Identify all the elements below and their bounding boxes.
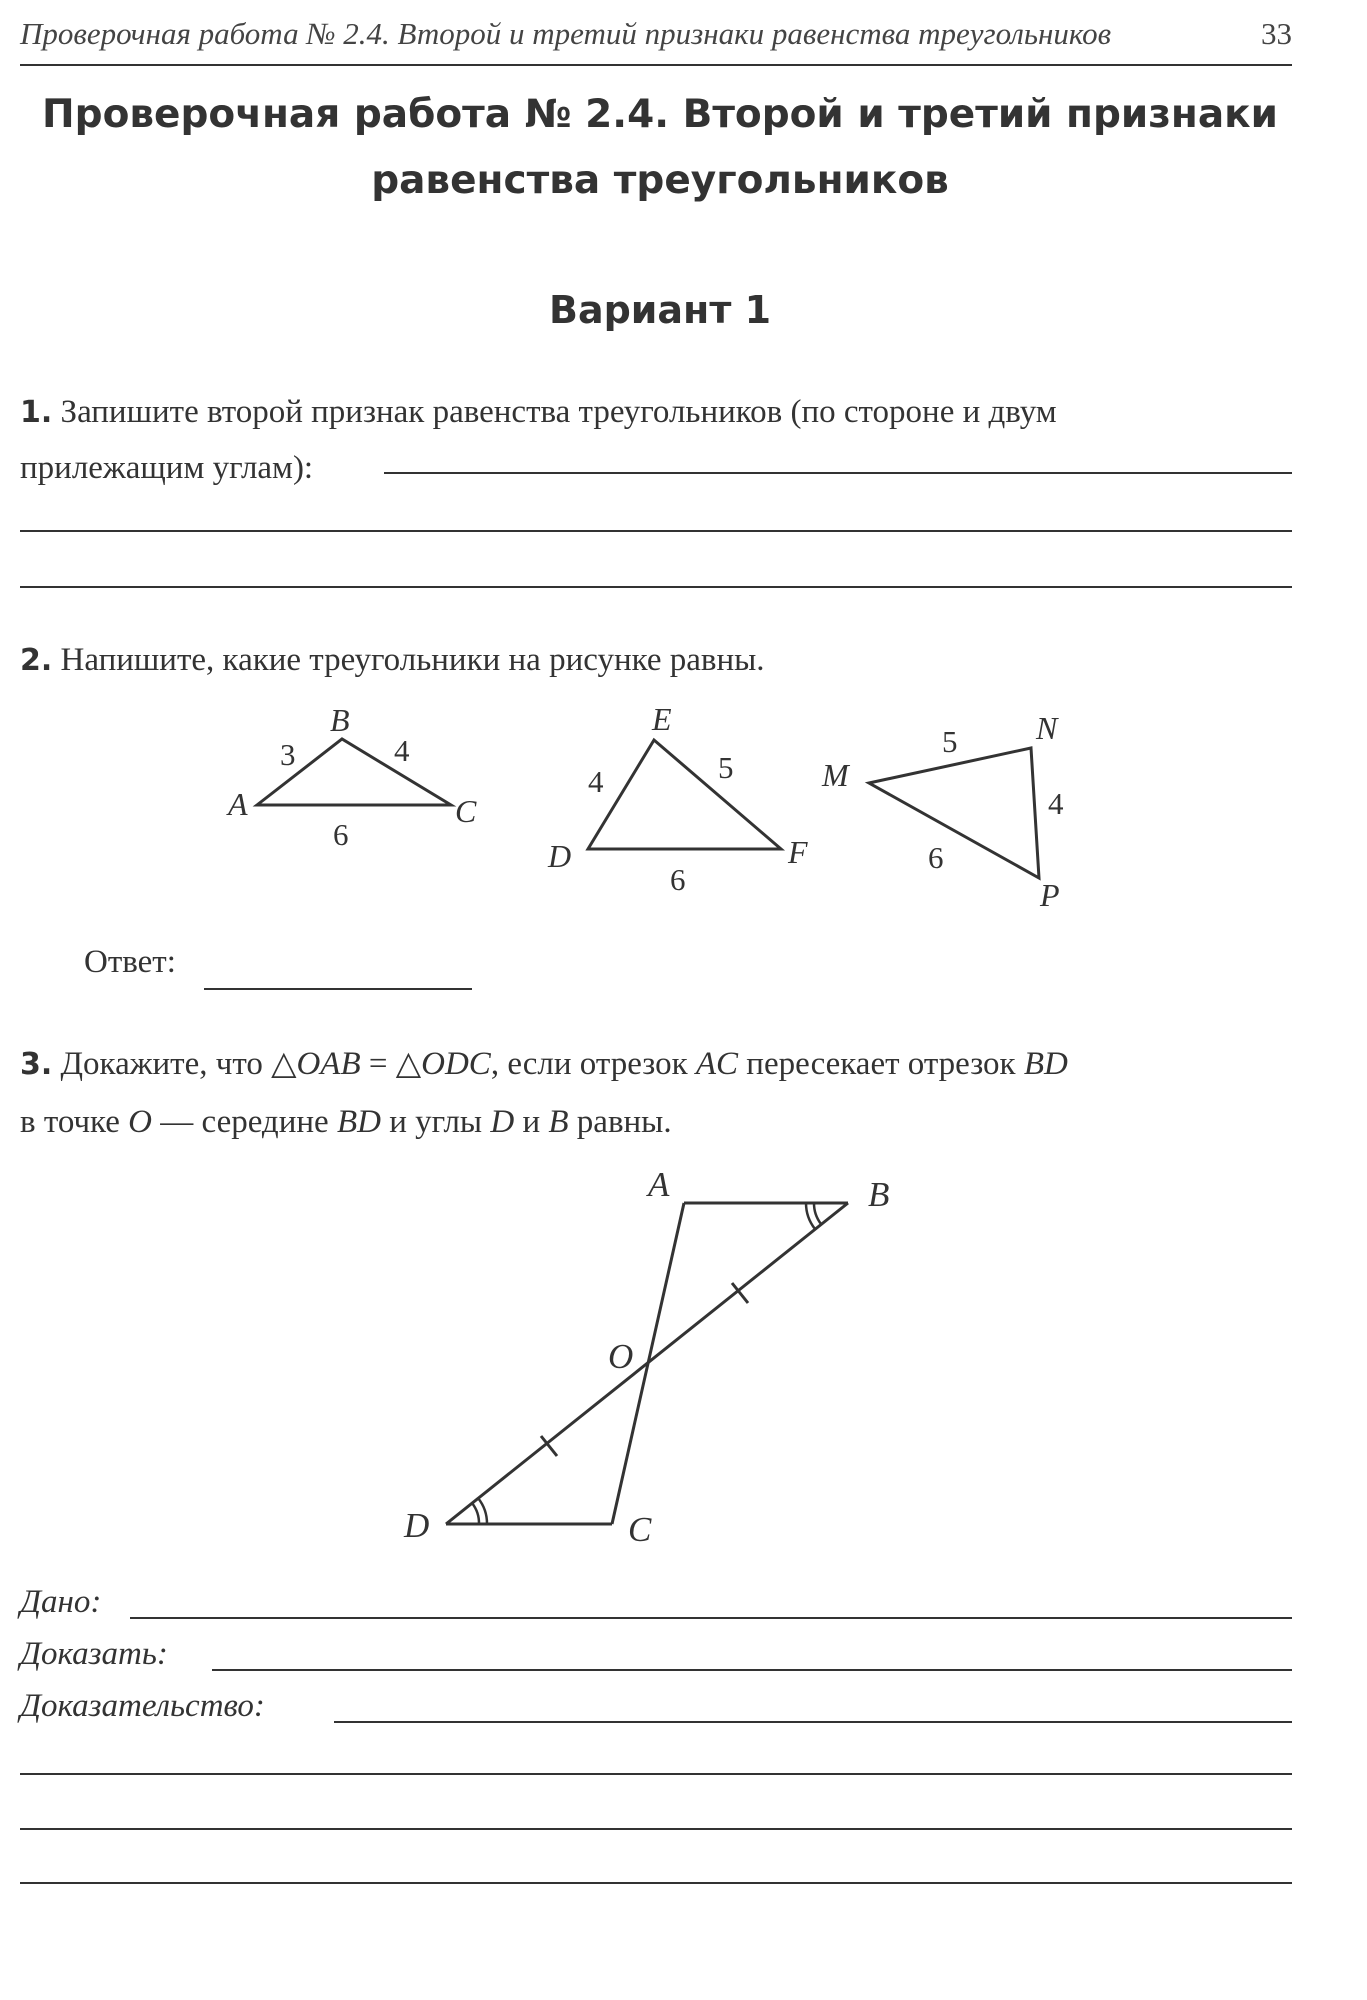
task3-tri2: △ODC xyxy=(395,1046,491,1082)
side-ef: 5 xyxy=(718,750,734,785)
label-d: D xyxy=(548,838,572,874)
label-c: C xyxy=(455,793,477,829)
triangle-def xyxy=(588,740,781,849)
task3-tri1: △OAB xyxy=(271,1046,361,1082)
label-d3: D xyxy=(404,1506,430,1545)
task1-line2: прилежащим углам): xyxy=(20,450,314,486)
task3-ang1: D xyxy=(490,1104,515,1140)
label-c3: C xyxy=(628,1510,652,1549)
task1-number: 1. xyxy=(20,395,53,430)
label-e: E xyxy=(652,701,672,737)
side-bc: 4 xyxy=(394,733,410,768)
label-o3: O xyxy=(608,1337,634,1376)
label-f: F xyxy=(788,834,808,870)
triangle-mnp xyxy=(869,748,1039,878)
task3-line1 xyxy=(20,1036,1292,1093)
task3-seg2: BD xyxy=(1023,1046,1068,1082)
prove-label: Доказать: xyxy=(20,1636,168,1672)
proof-line-2[interactable] xyxy=(20,1773,1292,1775)
proof-label: Доказательство: xyxy=(20,1688,265,1724)
task2-figure xyxy=(0,0,1367,920)
task3-seg3: BD xyxy=(336,1104,381,1140)
side-ab: 3 xyxy=(280,737,296,772)
task2-answer-label: Ответ: xyxy=(84,944,176,980)
variant-heading: Вариант 1 xyxy=(548,288,772,332)
task3-eq: = xyxy=(368,1046,388,1082)
side-df: 6 xyxy=(670,862,686,897)
segment-bd xyxy=(446,1203,848,1524)
task1-text-line1: Запишите второй признак равенства треугольников (по стороне и двум xyxy=(60,394,1057,430)
side-mn: 5 xyxy=(942,724,958,759)
task3-text-a: Докажите, что xyxy=(60,1046,263,1082)
task3-line2 xyxy=(20,1094,672,1150)
task3-text-d: в точке xyxy=(20,1104,120,1140)
task3-text-c: пересекает отрезок xyxy=(746,1046,1016,1082)
task3-ang2: B xyxy=(548,1104,569,1140)
label-p: P xyxy=(1040,877,1060,913)
proof-line-1[interactable] xyxy=(334,1721,1292,1723)
label-a: A xyxy=(228,786,248,822)
angle-d-arc-inner xyxy=(472,1503,479,1524)
task3-text-e: — середине xyxy=(160,1104,329,1140)
task3-text-b: , если отрезок xyxy=(490,1046,688,1082)
page-title-line2: равенства треугольников xyxy=(371,158,949,203)
task3-point: O xyxy=(128,1104,153,1140)
proof-line-3[interactable] xyxy=(20,1828,1292,1830)
task3-number: 3. xyxy=(20,1047,53,1082)
label-b3: B xyxy=(868,1175,890,1214)
prove-line[interactable] xyxy=(212,1669,1292,1671)
page-number: 33 xyxy=(1261,16,1292,51)
label-b: B xyxy=(330,702,350,738)
angle-b-arc-inner xyxy=(814,1203,821,1224)
task3-text-g: и xyxy=(522,1104,541,1140)
side-np: 4 xyxy=(1048,786,1064,821)
task3-text-f: и углы xyxy=(389,1104,483,1140)
side-mp: 6 xyxy=(928,840,944,875)
given-label: Дано: xyxy=(20,1584,102,1620)
task2-text: Напишите, какие треугольники на рисунке равны. xyxy=(60,642,765,678)
task3-text-h: равны. xyxy=(576,1104,672,1140)
side-ac: 6 xyxy=(333,817,349,852)
task2-answer-line[interactable] xyxy=(204,988,472,990)
proof-line-4[interactable] xyxy=(20,1882,1292,1884)
given-line[interactable] xyxy=(130,1617,1292,1619)
label-n: N xyxy=(1036,710,1058,746)
label-a3: A xyxy=(648,1165,670,1204)
side-de: 4 xyxy=(588,764,604,799)
task3-figure xyxy=(0,1150,1367,1570)
task2-number: 2. xyxy=(20,643,53,678)
label-m: M xyxy=(822,757,849,793)
task3-seg1: AC xyxy=(695,1046,739,1082)
running-title: Проверочная работа № 2.4. Второй и третий признаки равенства треугольников xyxy=(20,16,1112,51)
page-title-line1: Проверочная работа № 2.4. Второй и третий признаки xyxy=(42,92,1278,137)
